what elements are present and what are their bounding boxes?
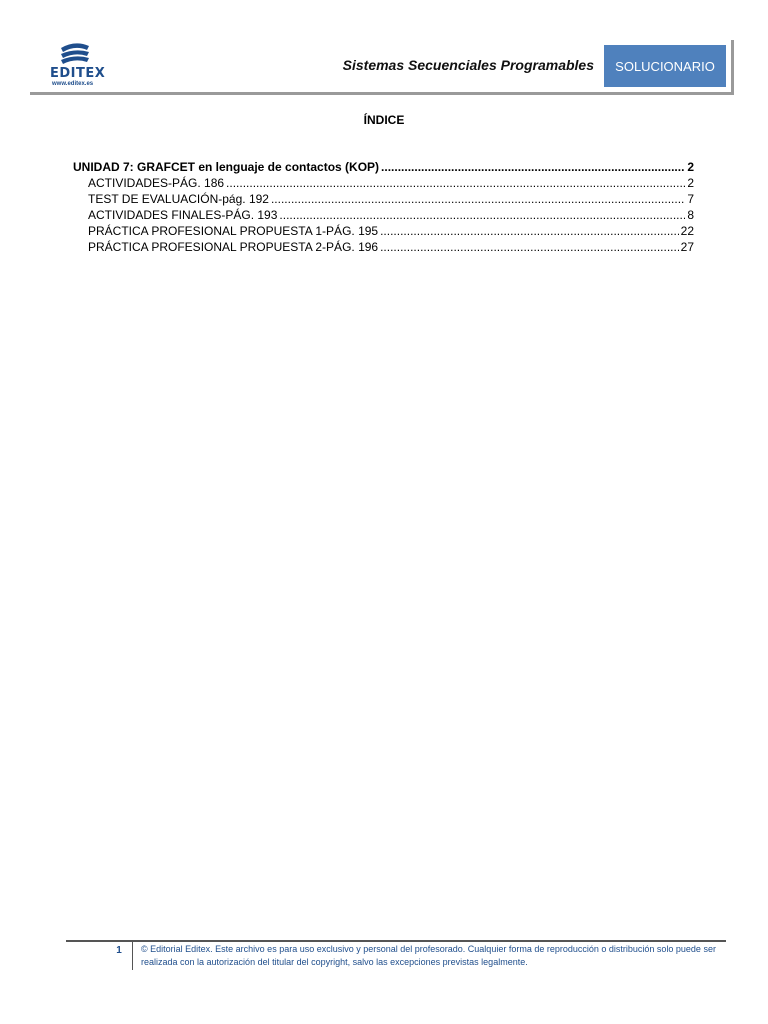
- page-footer: [66, 940, 726, 974]
- toc-entry-label: PRÁCTICA PROFESIONAL PROPUESTA 1-PÁG. 195: [88, 224, 379, 238]
- toc-entry-page: 7: [687, 192, 694, 206]
- logo-wordmark: EDITEX: [50, 66, 106, 81]
- toc-entry[interactable]: [73, 159, 694, 175]
- toc-entry-page: 8: [687, 208, 694, 222]
- toc-entry-page: 27: [680, 240, 694, 254]
- toc-entry-label: ACTIVIDADES FINALES-PÁG. 193: [88, 208, 278, 222]
- toc-entry[interactable]: [73, 175, 694, 191]
- copyright-notice: © Editorial Editex. Este archivo es para uso exclusivo y personal del profesorado. Cualquier forma de reproducción o distribución solo puede ser realizada con la autorización del titular del copyright, salvo las excepciones previstas legalmente.: [141, 944, 716, 967]
- header-divider: [30, 92, 734, 95]
- toc-dot-leader: [226, 175, 685, 191]
- document-title: Sistemas Secuenciales Programables: [342, 57, 594, 73]
- index-title: ÍNDICE: [363, 113, 405, 127]
- header-vertical-divider: [731, 40, 734, 94]
- toc-entry[interactable]: [73, 207, 694, 223]
- page-header: [30, 40, 734, 96]
- table-of-contents: [73, 159, 694, 255]
- toc-entry-label: TEST DE EVALUACIÓN-pág. 192: [88, 192, 269, 206]
- editex-logo: [40, 42, 110, 90]
- footer-divider: [66, 940, 726, 942]
- toc-entry-label: UNIDAD 7: GRAFCET en lenguaje de contactos (KOP): [73, 160, 380, 174]
- toc-entry[interactable]: [73, 239, 694, 255]
- toc-entry[interactable]: [73, 223, 694, 239]
- toc-entry[interactable]: [73, 191, 694, 207]
- toc-dot-leader: [380, 223, 679, 239]
- toc-entry-page: 2: [687, 160, 694, 174]
- page-number: 1: [116, 945, 122, 956]
- toc-dot-leader: [271, 191, 685, 207]
- toc-dot-leader: [380, 239, 679, 255]
- editex-logo-icon: [55, 42, 95, 68]
- toc-dot-leader: [381, 159, 685, 175]
- toc-entry-label: PRÁCTICA PROFESIONAL PROPUESTA 2-PÁG. 196: [88, 240, 379, 254]
- footer-vertical-divider: [132, 942, 133, 970]
- solucionario-badge: SOLUCIONARIO: [604, 45, 726, 87]
- logo-url: www.editex.es: [52, 81, 94, 87]
- toc-entry-page: 22: [680, 224, 694, 238]
- toc-dot-leader: [279, 207, 685, 223]
- toc-entry-page: 2: [687, 176, 694, 190]
- toc-entry-label: ACTIVIDADES-PÁG. 186: [88, 176, 225, 190]
